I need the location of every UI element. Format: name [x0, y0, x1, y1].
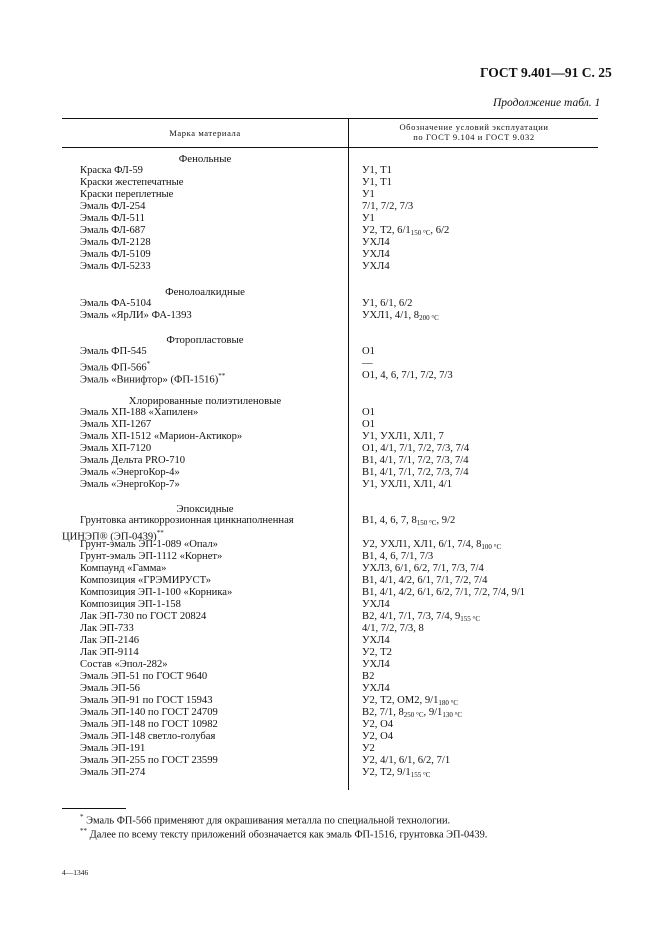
material-name — [80, 177, 183, 189]
material-name — [80, 249, 151, 261]
conditions-text: У2, О4 — [362, 731, 394, 742]
material-name-text: Эмаль ФП-545 — [80, 346, 147, 357]
material-name-text: Эмаль ФЛ-511 — [80, 213, 145, 224]
conditions-text: У2, Т2, ОМ2, 9/1 — [362, 695, 439, 706]
conditions-value — [362, 683, 390, 695]
material-name-text: Эмаль ЭП-140 по ГОСТ 24709 — [80, 707, 218, 718]
material-name — [80, 201, 145, 213]
conditions-text: 4/1, 7/2, 7/3, 8 — [362, 623, 424, 634]
temperature-subscript: 150 °С — [410, 229, 431, 237]
conditions-text: В2 — [362, 671, 375, 682]
material-name — [80, 370, 225, 387]
table-row — [62, 201, 598, 213]
conditions-value — [362, 659, 390, 671]
conditions-value — [362, 671, 374, 683]
conditions-value — [362, 455, 469, 467]
material-name-text: Эмаль ФЛ-254 — [80, 201, 146, 212]
material-name-text: Эмаль ЭП-91 по ГОСТ 15943 — [80, 695, 213, 706]
table-row — [62, 213, 598, 225]
material-name — [80, 635, 139, 647]
material-name — [80, 707, 218, 719]
material-name — [80, 671, 207, 683]
table-continuation-label: Продолжение табл. 1 — [493, 97, 601, 109]
material-name — [80, 346, 147, 358]
material-name — [80, 719, 218, 731]
conditions-value — [362, 431, 444, 443]
footnote-reference: * — [146, 360, 151, 368]
conditions-text: У2, Т2, 9/1 — [362, 767, 411, 778]
conditions-value — [362, 599, 390, 611]
material-name-text: Эмаль ФЛ-5109 — [80, 249, 151, 260]
material-name-text: Лак ЭП-2146 — [80, 635, 140, 646]
conditions-value — [362, 358, 373, 370]
footnote-text: Далее по всему тексту приложений обозначается как эмаль ФП-1516, грунтовка ЭП-0439. — [89, 829, 488, 841]
footnote-reference: ** — [218, 372, 226, 380]
conditions-value — [362, 719, 393, 731]
material-name — [80, 165, 143, 177]
conditions-text: У2, 4/1, 6/1, 6/2, 7/1 — [362, 755, 451, 766]
material-name-text: Эмаль ХП-188 «Хапилен» — [80, 407, 199, 418]
conditions-text: У1 — [362, 213, 375, 224]
material-name — [80, 407, 198, 419]
group-heading: Эпоксидные — [176, 503, 234, 515]
conditions-text: У2, УХЛ1, ХЛ1, 6/1, 7/4, 8 — [362, 539, 482, 550]
conditions-value — [362, 647, 392, 659]
conditions-value — [362, 249, 390, 261]
material-name-text: Лак ЭП-733 — [80, 623, 134, 634]
material-name-text: Лак ЭП-9114 — [80, 647, 139, 658]
temperature-subscript: 100 °С — [481, 543, 502, 551]
material-name — [80, 575, 211, 587]
conditions-value — [362, 575, 487, 587]
material-name-text: Эмаль ХП-1267 — [80, 419, 152, 430]
table-row — [62, 455, 598, 467]
conditions-value — [362, 743, 375, 755]
material-name-text: Эмаль Дельта PRO-710 — [80, 455, 186, 466]
footnote-mark: ** — [80, 827, 87, 835]
material-name — [80, 455, 185, 467]
conditions-text: У2, Т2 — [362, 647, 392, 658]
table-row — [62, 611, 598, 623]
table-row — [62, 467, 598, 479]
conditions-value — [362, 479, 452, 491]
material-name — [80, 623, 134, 635]
material-name-text: Компаунд «Гамма» — [80, 563, 167, 574]
material-name-text: Эмаль ФЛ-2128 — [80, 237, 151, 248]
conditions-value — [362, 551, 433, 563]
conditions-value — [362, 370, 453, 382]
temperature-subscript: 250 °С — [403, 711, 424, 719]
conditions-value — [362, 201, 413, 213]
column-header-conditions — [350, 122, 598, 142]
table-row — [62, 599, 598, 611]
conditions-value — [362, 237, 390, 249]
conditions-text: УХЛ4 — [362, 249, 390, 260]
material-name — [80, 683, 140, 695]
footnote-text: Эмаль ФП-566 применяют для окрашивания металла по специальной технологии. — [86, 815, 451, 827]
material-name — [80, 515, 294, 527]
group-heading: Фторопластовые — [166, 334, 244, 346]
conditions-text: УХЛ4 — [362, 599, 390, 610]
conditions-text: В1, 4, 6, 7/1, 7/3 — [362, 551, 434, 562]
conditions-text: В1, 4/1, 7/1, 7/2, 7/3, 7/4 — [362, 467, 469, 478]
material-name-text: Краски переплетные — [80, 189, 174, 200]
conditions-text: У2, Т2, 6/1 — [362, 225, 411, 236]
material-name — [80, 599, 181, 611]
material-name — [80, 647, 139, 659]
material-name — [80, 225, 145, 237]
footnote — [80, 827, 487, 840]
material-name-text: Состав «Эпол-282» — [80, 659, 168, 670]
material-name — [80, 298, 151, 310]
table-row — [62, 767, 598, 779]
conditions-text: В1, 4/1, 4/2, 6/1, 6/2, 7/1, 7/2, 7/4, 9/1 — [362, 587, 526, 598]
conditions-value — [362, 587, 525, 599]
material-name-text: Грунтовка антикоррозионная цинкнаполненная — [80, 515, 294, 526]
table-row — [62, 755, 598, 767]
footnote — [80, 813, 450, 826]
conditions-value — [362, 419, 375, 431]
temperature-subscript: 155 °С — [460, 615, 481, 623]
column-header-material: Марка материала — [169, 128, 241, 138]
conditions-value — [362, 177, 392, 189]
material-name-text: Краска ФЛ-59 — [80, 165, 143, 176]
conditions-value — [362, 310, 439, 324]
conditions-text: 7/1, 7/2, 7/3 — [362, 201, 414, 212]
table-row — [62, 431, 598, 443]
table-row — [62, 695, 598, 707]
table-row — [62, 587, 598, 599]
table-row — [62, 225, 598, 237]
conditions-value — [362, 443, 469, 455]
table-row — [62, 165, 598, 177]
material-name-text: Эмаль ЭП-51 по ГОСТ 9640 — [80, 671, 208, 682]
conditions-text: УХЛ4 — [362, 261, 390, 272]
table-row — [62, 731, 598, 743]
conditions-value — [362, 563, 484, 575]
conditions-text: , 6/2 — [430, 225, 450, 236]
conditions-text: В1, 4, 6, 7, 8 — [362, 515, 417, 526]
material-name-text: Эмаль ХП-1512 «Марион-Актикор» — [80, 431, 243, 442]
material-name-text: Грунт-эмаль ЭП-1112 «Корнет» — [80, 551, 223, 562]
conditions-text: УХЛ4 — [362, 683, 390, 694]
table-row — [62, 683, 598, 695]
material-name — [80, 443, 151, 455]
table-row — [62, 623, 598, 635]
table-row — [62, 249, 598, 261]
conditions-text: В1, 4/1, 7/1, 7/2, 7/3, 7/4 — [362, 455, 469, 466]
conditions-value — [362, 165, 392, 177]
material-name-text: Эмаль ФА-5104 — [80, 298, 152, 309]
conditions-text: — — [362, 358, 373, 369]
material-name-text: Эмаль ЭП-148 светло-голубая — [80, 731, 216, 742]
table-row — [62, 635, 598, 647]
table-row — [62, 237, 598, 249]
conditions-value — [362, 346, 375, 358]
material-name-text: Лак ЭП-730 по ГОСТ 20824 — [80, 611, 207, 622]
temperature-subscript: 200 °С — [419, 314, 439, 322]
temperature-subscript: 155 °С — [410, 771, 431, 779]
conditions-text: О1 — [362, 407, 375, 418]
material-name — [80, 767, 145, 779]
conditions-text: О1, 4/1, 7/1, 7/2, 7/3, 7/4 — [362, 443, 470, 454]
material-name-text: Эмаль ЭП-255 по ГОСТ 23599 — [80, 755, 218, 766]
table-row — [62, 671, 598, 683]
table-row — [62, 527, 598, 543]
conditions-text: У1, 6/1, 6/2 — [362, 298, 413, 309]
conditions-text: О1, 4, 6, 7/1, 7/2, 7/3 — [362, 370, 453, 381]
conditions-value — [362, 731, 393, 743]
material-name-text: Эмаль «ЭнергоКор-4» — [80, 467, 180, 478]
table-row — [62, 743, 598, 755]
material-name — [80, 213, 145, 225]
table-row — [62, 575, 598, 587]
group-heading: Фенолоалкидные — [165, 286, 245, 298]
material-name — [80, 659, 168, 671]
conditions-text: У1 — [362, 189, 375, 200]
table-row — [62, 659, 598, 671]
conditions-text: В2, 4/1, 7/1, 7/3, 7/4, 9 — [362, 611, 461, 622]
temperature-subscript: 150 °С — [416, 519, 437, 527]
table-row — [62, 346, 598, 358]
conditions-value — [362, 623, 424, 635]
footnote-mark: * — [80, 813, 84, 821]
material-name — [80, 479, 180, 491]
material-name — [80, 563, 166, 575]
material-name — [80, 419, 151, 431]
conditions-text: УХЛ4 — [362, 635, 390, 646]
conditions-value — [362, 213, 375, 225]
material-name-text: Эмаль ЭП-56 — [80, 683, 140, 694]
conditions-text: УХЛ1, 4/1, 8 — [362, 310, 420, 321]
column-header-conditions-line2: по ГОСТ 9.104 и ГОСТ 9.032 — [413, 132, 535, 142]
footnote-rule — [62, 808, 126, 809]
material-name-text: Краски жестепечатные — [80, 177, 184, 188]
table-row — [62, 310, 598, 322]
conditions-value — [362, 261, 390, 273]
material-name — [80, 261, 151, 273]
footnote-reference: ** — [156, 529, 164, 537]
conditions-text: В2, 7/1, 8 — [362, 707, 404, 718]
conditions-value — [362, 407, 375, 419]
material-name — [80, 310, 192, 322]
material-name — [80, 755, 218, 767]
temperature-subscript: 130 °С — [442, 711, 463, 719]
table-row — [62, 515, 598, 527]
table-row — [62, 298, 598, 310]
conditions-text: У1, УХЛ1, ХЛ1, 4/1 — [362, 479, 452, 490]
material-name-text: Композиция ЭП-1-100 «Корника» — [80, 587, 233, 598]
table-row — [62, 177, 598, 189]
material-name — [80, 743, 145, 755]
page-header: ГОСТ 9.401—91 С. 25 — [480, 65, 612, 80]
material-name-text: Эмаль ФЛ-5233 — [80, 261, 151, 272]
conditions-text: О1 — [362, 346, 375, 357]
material-name — [80, 551, 222, 563]
table-row — [62, 719, 598, 731]
table-row — [62, 479, 598, 491]
material-name-text: Грунт-эмаль ЭП-1-089 «Опал» — [80, 539, 218, 550]
material-name-text: Композиция «ГРЭМИРУСТ» — [80, 575, 212, 586]
material-name — [80, 587, 232, 599]
table-row — [62, 407, 598, 419]
material-name — [80, 237, 151, 249]
material-name — [80, 539, 218, 551]
conditions-text: , 9/2 — [436, 515, 456, 526]
conditions-value — [362, 189, 375, 201]
material-name-text: Эмаль ФЛ-687 — [80, 225, 146, 236]
material-name-text: Эмаль «Винифтор» (ФП-1516) — [80, 374, 219, 386]
conditions-value — [362, 467, 469, 479]
conditions-text: О1 — [362, 419, 375, 430]
conditions-text: УХЛ3, 6/1, 6/2, 7/1, 7/3, 7/4 — [362, 563, 484, 574]
table-row — [62, 419, 598, 431]
table-row — [62, 189, 598, 201]
conditions-text: У1, Т1 — [362, 177, 392, 188]
conditions-text: У1, УХЛ1, ХЛ1, 7 — [362, 431, 444, 442]
conditions-value — [362, 767, 430, 781]
material-name-text: Эмаль ЭП-274 — [80, 767, 146, 778]
conditions-text: У1, Т1 — [362, 165, 392, 176]
conditions-text: , 9/1 — [423, 707, 443, 718]
group-heading: Хлорированные полиэтиленовые — [128, 395, 282, 407]
conditions-text: У2, О4 — [362, 719, 394, 730]
material-name — [80, 611, 206, 623]
conditions-text: УХЛ4 — [362, 237, 390, 248]
page-code: 4—1346 — [62, 868, 89, 877]
material-name-text: Эмаль ЭП-148 по ГОСТ 10982 — [80, 719, 218, 730]
material-name-text: Композиция ЭП-1-158 — [80, 599, 181, 610]
conditions-text: У2 — [362, 743, 375, 754]
material-name-text: Эмаль ХП-7120 — [80, 443, 152, 454]
table-row — [62, 539, 598, 551]
table-row — [62, 443, 598, 455]
group-heading: Фенольные — [178, 153, 232, 165]
table-row — [62, 370, 598, 386]
column-header-conditions-line1: Обозначение условий эксплуатации — [399, 122, 549, 132]
table-row — [62, 707, 598, 719]
material-name-text: Эмаль «ЯрЛИ» ФА-1393 — [80, 310, 192, 321]
table-row — [62, 261, 598, 273]
material-name — [80, 431, 242, 443]
material-name — [80, 189, 173, 201]
table-header-rule — [62, 147, 598, 148]
table-row — [62, 358, 598, 374]
material-name-text: Эмаль «ЭнергоКор-7» — [80, 479, 180, 490]
material-name-text: ЦИНЭП® (ЭП-0439) — [62, 531, 157, 543]
table-row — [62, 563, 598, 575]
material-name — [80, 695, 213, 707]
conditions-text: В1, 4/1, 4/2, 6/1, 7/1, 7/2, 7/4 — [362, 575, 488, 586]
conditions-value — [362, 755, 450, 767]
material-name — [80, 731, 215, 743]
conditions-value — [362, 298, 412, 310]
conditions-value — [362, 635, 390, 647]
material-name — [80, 467, 180, 479]
material-name-text: Эмаль ЭП-191 — [80, 743, 146, 754]
table-top-rule — [62, 118, 598, 119]
conditions-text: УХЛ4 — [362, 659, 390, 670]
table-row — [62, 551, 598, 563]
temperature-subscript: 180 °С — [438, 699, 459, 707]
material-name-text: Эмаль ФП-566 — [80, 362, 147, 374]
table-row — [62, 647, 598, 659]
